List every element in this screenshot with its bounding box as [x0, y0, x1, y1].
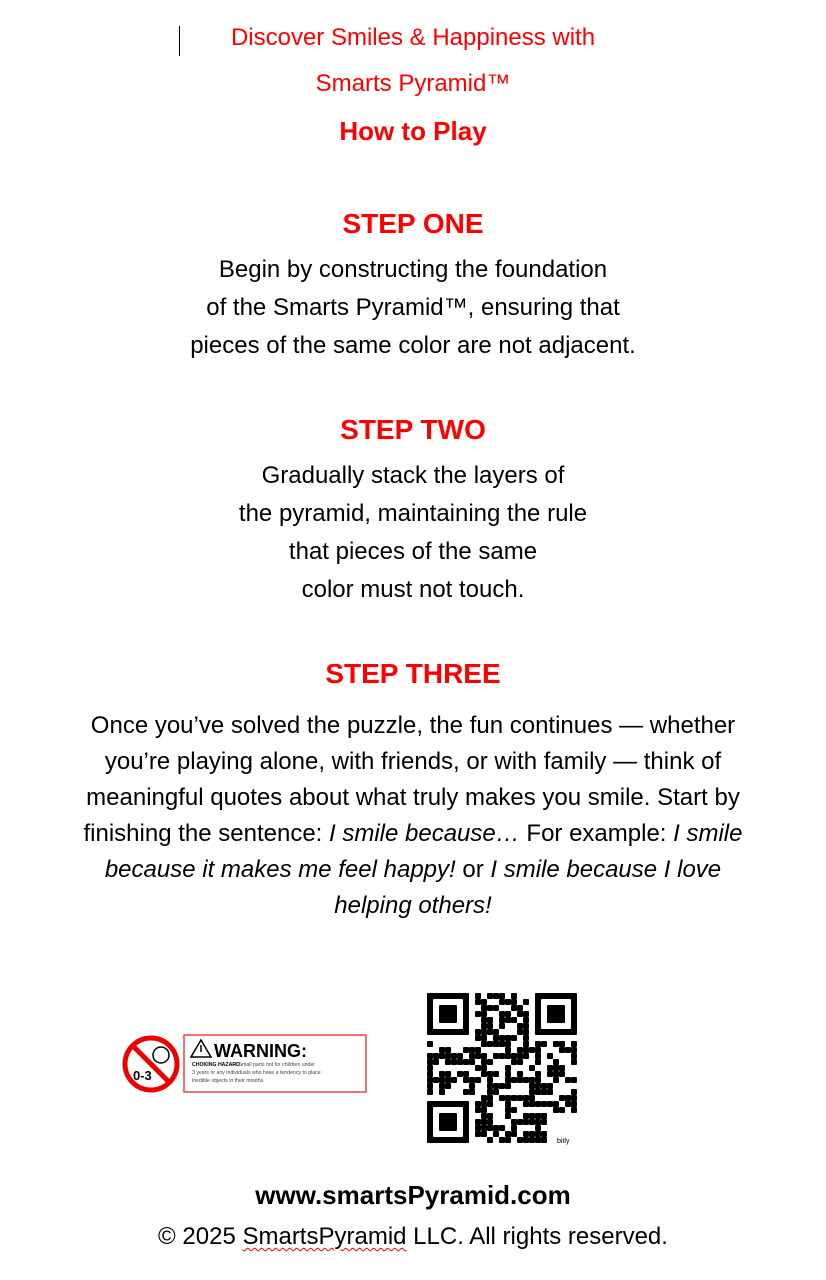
step-two-text: Gradually stack the layers of: [261, 462, 565, 489]
italic-text: I smile because…: [329, 820, 520, 847]
step-one-heading: STEP ONE: [342, 208, 484, 239]
italic-text: I smile because I love: [490, 856, 722, 883]
warning-text: 3 years or any individuals who have a tendency to place: [192, 1070, 321, 1076]
title-line-2: Smarts Pyramid™: [315, 70, 511, 97]
step-three-heading: STEP THREE: [325, 658, 501, 689]
choking-hazard-warning: [121, 1033, 369, 1095]
warning-title: WARNING:: [214, 1041, 307, 1061]
step-two-text: color must not touch.: [301, 576, 525, 603]
step-three-text: meaningful quotes about what truly makes you smile. Start by: [86, 784, 740, 811]
text: For example:: [519, 820, 674, 847]
step-two-text: the pyramid, maintaining the rule: [238, 500, 588, 527]
subtitle: How to Play: [339, 116, 487, 146]
italic-text: helping others!: [334, 892, 492, 919]
step-three-text: [0, 856, 826, 884]
hazard-label: CHOKING HAZARD: [192, 1062, 240, 1068]
text: LLC. All rights reserved.: [406, 1223, 668, 1250]
text: finishing the sentence:: [83, 820, 329, 847]
website-link[interactable]: www.smartsPyramid.com: [255, 1180, 571, 1210]
step-one-text: Begin by constructing the foundation: [218, 256, 608, 283]
text: © 2025: [158, 1223, 243, 1250]
step-three-text: you’re playing alone, with friends, or with family — think of: [104, 748, 722, 775]
title-line-1: Discover Smiles & Happiness with: [230, 24, 596, 51]
copyright: [0, 1223, 826, 1251]
bitly-label: bitly: [557, 1138, 570, 1145]
step-three-text: [0, 820, 826, 848]
qr-code[interactable]: [427, 993, 583, 1149]
italic-text: because it makes me feel happy!: [104, 856, 456, 883]
spellcheck-word: SmartsPyramid: [242, 1223, 407, 1250]
step-three-text: Once you’ve solved the puzzle, the fun continues — whether: [90, 712, 736, 739]
step-one-text: of the Smarts Pyramid™, ensuring that: [206, 294, 620, 321]
step-two-heading: STEP TWO: [340, 414, 486, 445]
no-under-3-icon: [125, 1038, 177, 1090]
text: or: [455, 856, 491, 883]
warning-text: — Small parts not for children under: [232, 1062, 316, 1068]
step-three-text: [0, 892, 826, 920]
age-label: 0-3: [133, 1068, 152, 1083]
step-one-text: pieces of the same color are not adjacent.: [190, 332, 636, 359]
qr-modules: [427, 993, 577, 1143]
step-two-text: that pieces of the same: [288, 538, 538, 565]
warning-text: inedible objects in their mouths.: [192, 1078, 265, 1084]
italic-text: I smile: [673, 820, 743, 847]
